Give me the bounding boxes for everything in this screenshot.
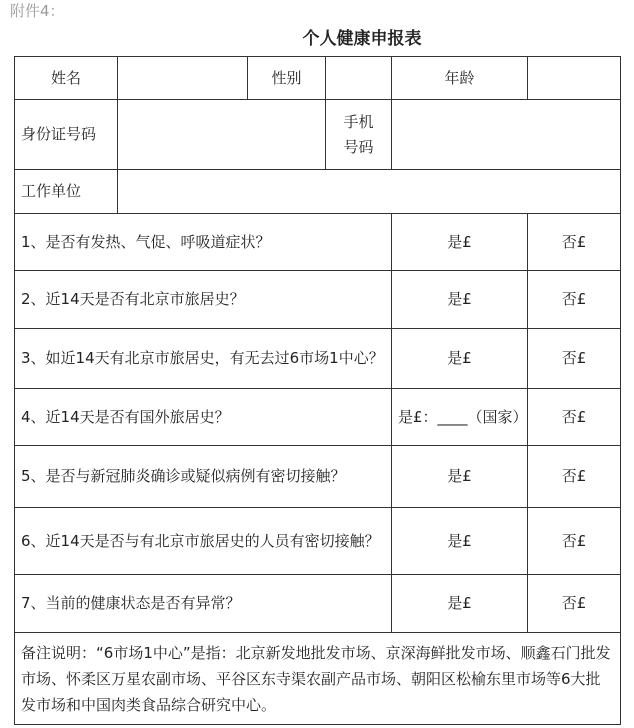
yes-option[interactable]: 是£ [392, 446, 528, 508]
question-text: 4、近14天是否有国外旅居史？ [15, 389, 392, 446]
name-field[interactable] [118, 57, 248, 100]
question-row [15, 389, 621, 446]
question-row [15, 329, 621, 389]
question-row [15, 508, 621, 575]
table-row [15, 57, 621, 100]
no-option[interactable]: 否£ [528, 271, 621, 329]
age-label: 年龄 [392, 57, 528, 100]
no-option[interactable]: 否£ [528, 329, 621, 389]
phone-label [326, 100, 392, 170]
gender-label: 性别 [248, 57, 326, 100]
question-text: 6、近14天是否与有北京市旅居史的人员有密切接触？ [15, 508, 392, 575]
gender-field[interactable] [326, 57, 392, 100]
no-option[interactable]: 否£ [528, 214, 621, 271]
question-row [15, 446, 621, 508]
no-option[interactable]: 否£ [528, 389, 621, 446]
id-number-label: 身份证号码 [15, 100, 118, 170]
question-text: 5、是否与新冠肺炎确诊或疑似病例有密切接触？ [15, 446, 392, 508]
question-text: 7、当前的健康状态是否有异常？ [15, 575, 392, 633]
phone-label-line1: 手机 [343, 112, 374, 131]
no-option[interactable]: 否£ [528, 446, 621, 508]
phone-label-line2: 号码 [343, 137, 374, 156]
question-row [15, 271, 621, 329]
yes-option[interactable]: 是£ [392, 575, 528, 633]
table-row [15, 100, 621, 170]
table-row [15, 633, 621, 725]
no-option[interactable]: 否£ [528, 575, 621, 633]
form-title: 个人健康申报表 [302, 29, 422, 49]
yes-option[interactable]: 是£：____（国家） [392, 389, 528, 446]
workplace-label: 工作单位 [15, 170, 118, 214]
question-text: 3、如近14天有北京市旅居史，有无去过6市场1中心？ [15, 329, 392, 389]
question-text: 1、是否有发热、气促、呼吸道症状？ [15, 214, 392, 271]
question-row [15, 575, 621, 633]
question-row [15, 214, 621, 271]
question-text: 2、近14天是否有北京市旅居史？ [15, 271, 392, 329]
yes-option[interactable]: 是£ [392, 329, 528, 389]
table-row [15, 170, 621, 214]
no-option[interactable]: 否£ [528, 508, 621, 575]
health-declaration-table [14, 56, 621, 725]
yes-option[interactable]: 是£ [392, 508, 528, 575]
attachment-label: 附件4： [10, 2, 65, 20]
yes-option[interactable]: 是£ [392, 214, 528, 271]
name-label: 姓名 [15, 57, 118, 100]
yes-option[interactable]: 是£ [392, 271, 528, 329]
age-field[interactable] [528, 57, 621, 100]
workplace-field[interactable] [118, 170, 621, 214]
id-number-field[interactable] [118, 100, 326, 170]
remarks-note: 备注说明：“6市场1中心”是指：北京新发地批发市场、京深海鲜批发市场、顺鑫石门批发市场、怀柔区万星农副市场、平谷区东寺渠农副产品市场、朝阳区松榆东里市场等6大批发市场和中国肉类食品综合研究中心。 [15, 633, 621, 725]
phone-field[interactable] [392, 100, 621, 170]
